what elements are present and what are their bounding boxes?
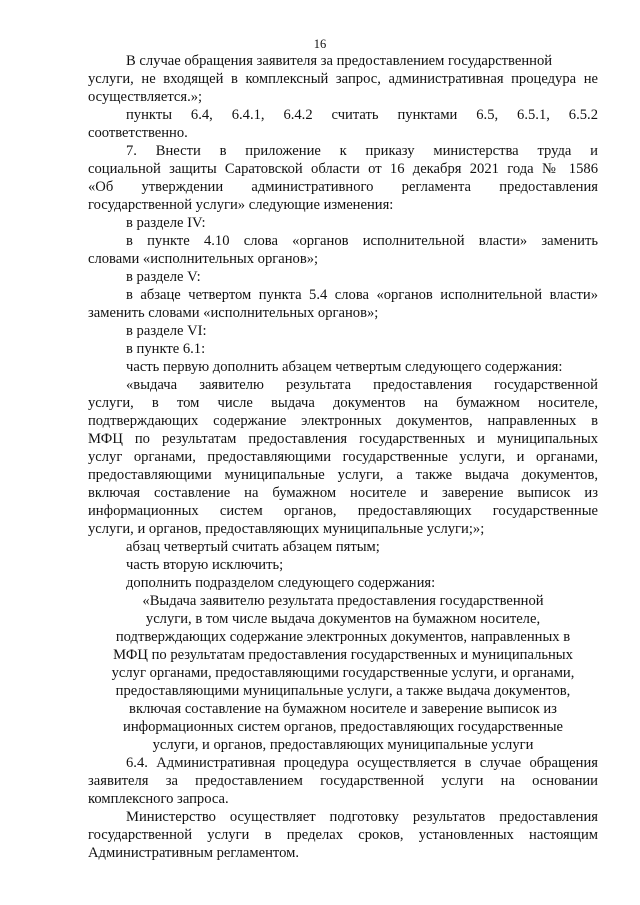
text-line-l26: информационных систем органов, предоставляющих государственные [88, 503, 598, 519]
text-line-l25: включая составление на бумажном носителе и заверение выписок из [88, 485, 598, 501]
text-line-l05: соответственно. [88, 125, 188, 141]
text-line-l34: МФЦ по результатам предоставления государственных и муниципальных [113, 647, 573, 663]
text-line-l45: Административным регламентом. [88, 845, 300, 861]
text-line-l30: дополнить подразделом следующего содержания: [126, 575, 436, 591]
text-line-l39: услуги, и органов, предоставляющих муниципальные услуги [152, 737, 534, 753]
document-body [88, 52, 598, 862]
text-line-l22: МФЦ по результатам предоставления государственных и муниципальных [88, 431, 598, 447]
text-line-l18: часть первую дополнить абзацем четвертым следующего содержания: [126, 359, 563, 375]
text-line-l21: подтверждающих содержание электронных документов, направленных в [88, 413, 598, 429]
text-line-l10: в разделе IV: [126, 215, 206, 231]
text-line-l20: услуги, в том числе выдача документов на бумажном носителе, [88, 395, 598, 411]
text-line-l09: государственной услуги» следующие изменения: [88, 197, 394, 213]
text-line-l06: 7. Внести в приложение к приказу министерства труда и [126, 143, 598, 159]
text-line-l31: «Выдача заявителю результата предоставления государственной [142, 593, 544, 609]
text-line-l01: В случае обращения заявителя за предоставлением государственной [126, 53, 553, 69]
text-line-l15: заменить словами «исполнительных органов»; [88, 305, 379, 321]
text-line-l08: «Об утверждении административного регламента предоставления [88, 179, 598, 195]
text-line-l24: предоставляющими муниципальные услуги, а также выдача документов, [88, 467, 598, 483]
text-line-l43: Министерство осуществляет подготовку результатов предоставления [126, 809, 598, 825]
text-line-l19: «выдача заявителю результата предоставления государственной [126, 377, 598, 393]
text-line-l29: часть вторую исключить; [126, 557, 284, 573]
text-line-l16: в разделе VI: [126, 323, 207, 339]
text-line-l02: услуги, не входящей в комплексный запрос, административная процедура не [88, 71, 598, 87]
text-line-l28: абзац четвертый считать абзацем пятым; [126, 539, 380, 555]
text-line-l27: услуги, и органов, предоставляющих муниципальные услуги;»; [88, 521, 485, 537]
text-line-l04: пункты 6.4, 6.4.1, 6.4.2 считать пунктами 6.5, 6.5.1, 6.5.2 [126, 107, 598, 123]
text-line-l07: социальной защиты Саратовской области от 16 декабря 2021 года № 1586 [88, 161, 598, 177]
text-line-l32: услуги, в том числе выдача документов на бумажном носителе, [145, 611, 541, 627]
text-line-l36: предоставляющими муниципальные услуги, а также выдача документов, [115, 683, 571, 699]
text-line-l38: информационных систем органов, предоставляющих государственные [123, 719, 563, 735]
text-line-l41: заявителя за предоставлением государственной услуги на основании [88, 773, 598, 789]
text-line-l37: включая составление на бумажном носителе и заверение выписок из [129, 701, 557, 717]
text-line-l14: в абзаце четвертом пункта 5.4 слова «органов исполнительной власти» [126, 287, 598, 303]
page-number: 16 [313, 37, 327, 51]
text-line-l13: в разделе V: [126, 269, 201, 285]
text-line-l11: в пункте 4.10 слова «органов исполнительной власти» заменить [126, 233, 598, 249]
text-line-l42: комплексного запроса. [88, 791, 229, 807]
text-line-l44: государственной услуги в пределах сроков, установленных настоящим [88, 827, 598, 843]
text-line-l33: подтверждающих содержание электронных документов, направленных в [115, 629, 571, 645]
text-line-l35: услуг органами, предоставляющими государственные услуги, и органами, [111, 665, 575, 681]
text-line-l40: 6.4. Административная процедура осуществляется в случае обращения [126, 755, 598, 771]
text-line-l03: осуществляется.»; [88, 89, 203, 105]
text-line-l17: в пункте 6.1: [126, 341, 206, 357]
text-line-l12: словами «исполнительных органов»; [88, 251, 319, 267]
text-line-l23: услуг органами, предоставляющими государственные услуги, и органами, [88, 449, 598, 465]
